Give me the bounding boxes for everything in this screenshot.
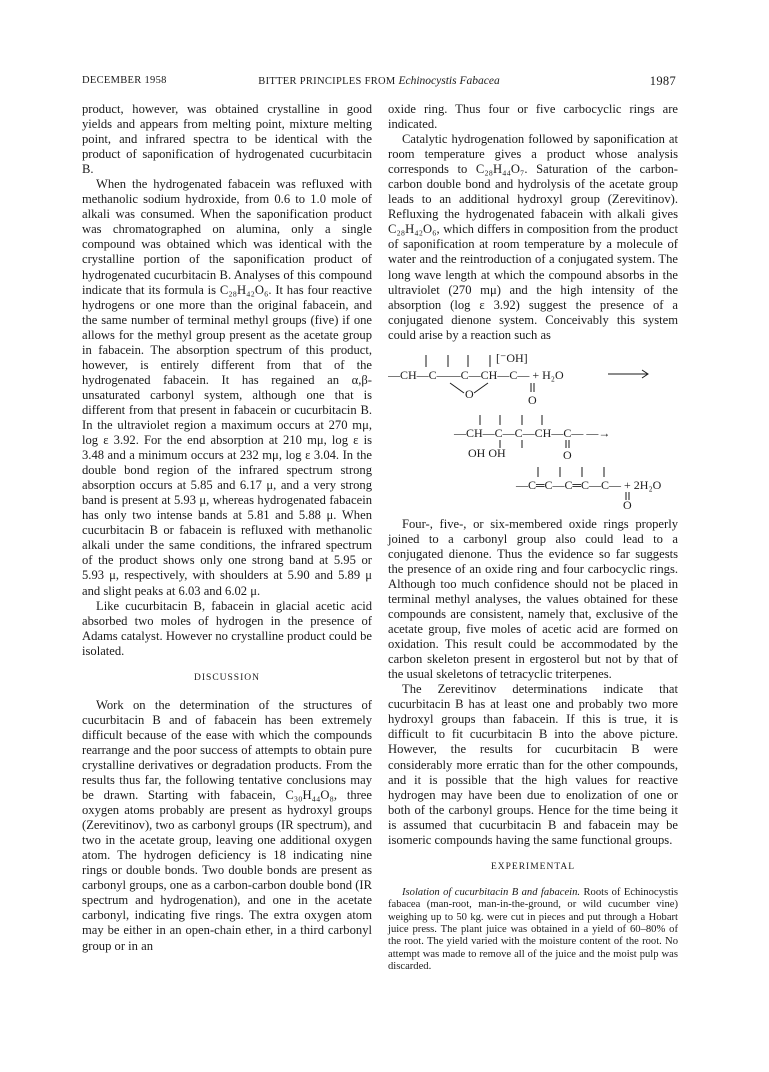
left-paragraph-1: product, however, was obtained crystalline in good yields and appears from melting point, mixture melting point, and infrared spectra to be identical with the product of saponification of hydrogenated cucurbitacin B. (82, 102, 372, 177)
scheme-condition: [⁻OH] (496, 350, 528, 365)
scheme-row-2: —CH—C—C—CH—C— —→ (454, 425, 611, 440)
running-header (82, 75, 676, 89)
left-paragraph-4: Work on the determination of the structures of cucurbitacin B and of fabacein has been extremely difficult because of the ease with which the compounds rearrange and the poor success of attempts to obtain pure crystalline derivatives or degradation products. From the results thus far, the following tentative conclusions may be drawn. Starting with fabacein, C₃₀H₄₄O₈, three oxygen atoms probably are present as hydroxyl groups (Zerevitinov), two as carbonyl groups (IR spectrum), and two in the acetate group, leaving one additional oxygen atom. The hydrogen deficiency is 18 indicating nine rings or double bonds. Two double bonds are present as carbonyl groups, one as a carbon-carbon double bond (IR spectrum and hydrogenation), and one in the acetate carbonyl, indicating five rings. The extra oxygen atom may be either in an open-chain ether, in a third carbonyl group or in an (82, 697, 372, 953)
left-paragraph-2: When the hydrogenated fabacein was refluxed with methanolic sodium hydroxide, from 0.6 to 1.0 mole of alkali was consumed. When the saponification product was chromatographed on alumina, only a single compound was obtained which was identical with the crystalline portion of the saponification product of hydrogenated cucurbitacin B. Analyses of this compound indicate that its formula is C₂₈H₄₂O₆. It has four reactive hydrogens or one more than the original fabacein, and the same number of terminal methyl groups (five) if one allows for the methyl group present as the acetate group in fabacein. The absorption spectrum of this product, however, is entirely different from that of the hydrogenated fabacein. It has regained an α,β-unsaturated carbonyl system, although one that is different from that present in fabacein or cucurbitacin B. In the ultraviolet region a maximum occurs at 270 mμ, log ε 3.92. For the end absorption at 210 mμ, log ε is 3.48 and a minimum occurs at 232 mμ, log ε 3.04. In the double bond region of the infrared spectrum strong absorption occurs at 5.85 and 6.17 μ, and a very strong band is present at 5.93 μ, whereas hydrogenated fabacein has only two intense bands at 5.81 and 5.88 μ. When cucurbitacin B or fabacein is refluxed with methanolic alkali under the same conditions, the infrared spectrum of the product shows only one strong band at 5.95 or 5.93 μ, respectively, with shoulders at 5.90 and 5.89 μ and slight peaks at 6.03 and 6.02 μ. (82, 177, 372, 598)
scheme-hydroxyls: OH OH (468, 445, 506, 460)
experimental-paragraph (388, 887, 678, 974)
reaction-scheme (388, 349, 678, 509)
right-paragraph-4: The Zerevitinov determinations indicate that cucurbitacin B has at least one and probably two more hydroxyl groups than fabacein. If this is true, it is difficult to fit cucurbitacin B into the above picture. However, the results for cucurbitacin B were considerably more erratic than for the other compounds, and it is possible that the high values for reactive hydrogen may have been due to enolization of one or both of the carbonyl groups. Hence for the time being it is assumed that cucurbitacin B and fabacein may be isomeric compounds having the same functional groups. (388, 682, 678, 847)
header-title (82, 75, 676, 87)
scheme-row-3: —C═C—C═C—C— + 2H₂O (516, 477, 662, 492)
header-title-italic: Echinocystis Fabacea (398, 75, 500, 87)
scheme-carbonyl-1: O (528, 392, 537, 407)
scheme-row-1: —CH—C——C—CH—C— + H₂O (388, 367, 564, 382)
right-paragraph-3: Four-, five-, or six-membered oxide rings properly joined to a carbonyl group also could lead to a conjugated dienone. Thus the evidence so far suggests the presence of an oxide ring and four carbocyclic rings. Although too much confidence should not be placed in terminal methyl analyses, the values obtained for these compounds are consistent, namely that, exclusive of the acetate group, five moles of acetic acid are formed on oxidation. This result could be accommodated by the carbon skeleton present in ergosterol but not by that of the usual skeletons of tetracyclic triterpenes. (388, 516, 678, 682)
page-number: 1987 (649, 74, 676, 88)
scheme-carbonyl-2: O (563, 447, 572, 462)
right-paragraph-1: oxide ring. Thus four or five carbocyclic rings are indicated. (388, 102, 678, 132)
left-paragraph-3: Like cucurbitacin B, fabacein in glacial acetic acid absorbed two moles of hydrogen in the presence of Adams catalyst. However no crystalline product could be isolated. (82, 598, 372, 658)
left-column (82, 102, 372, 954)
reaction-scheme-drawing (388, 349, 678, 509)
right-column (388, 102, 678, 974)
experimental-subheading: Isolation of cucurbitacin B and fabacein. (402, 886, 581, 898)
right-paragraph-2: Catalytic hydrogenation followed by saponification at room temperature gives a product whose analysis corresponds to C₂₈H₄₄O₇. Saturation of the carbon-carbon double bond and hydrolysis of the acetate group leads to an additional hydroxyl group (Zerevitinov). Refluxing the hydrogenated fabacein with alkali gives C₂₈H₄₂O₆, which differs in composition from the product of saponification at room temperature by a molecule of water and the reintroduction of a conjugated system. The long wave length at which the compound absorbs in the ultraviolet (270 mμ) and the high intensity of the absorption (log ε 3.92) suggest the presence of a conjugated dienone system. Conceivably this system could arise by a reaction such as (388, 132, 678, 342)
experimental-text: Roots of Echinocystis fabacea (man-root, man-in-the-ground, or wild cucumber vine) weighing up to 50 kg. were cut in pieces and put through a Hobart juice press. The plant juice was obtained in a yield of 60–80% of the root. The yield varied with the moisture content of the root. No attempt was made to remove all of the juice and the moist pulp was discarded. (388, 886, 678, 973)
header-title-prefix: BITTER PRINCIPLES FROM (258, 76, 399, 87)
scheme-carbonyl-3: O (623, 497, 632, 509)
discussion-heading: DISCUSSION (194, 672, 260, 683)
scheme-oxide-bridge: O (465, 386, 474, 401)
experimental-heading: EXPERIMENTAL (490, 861, 576, 872)
header-date: DECEMBER 1958 (82, 75, 167, 86)
